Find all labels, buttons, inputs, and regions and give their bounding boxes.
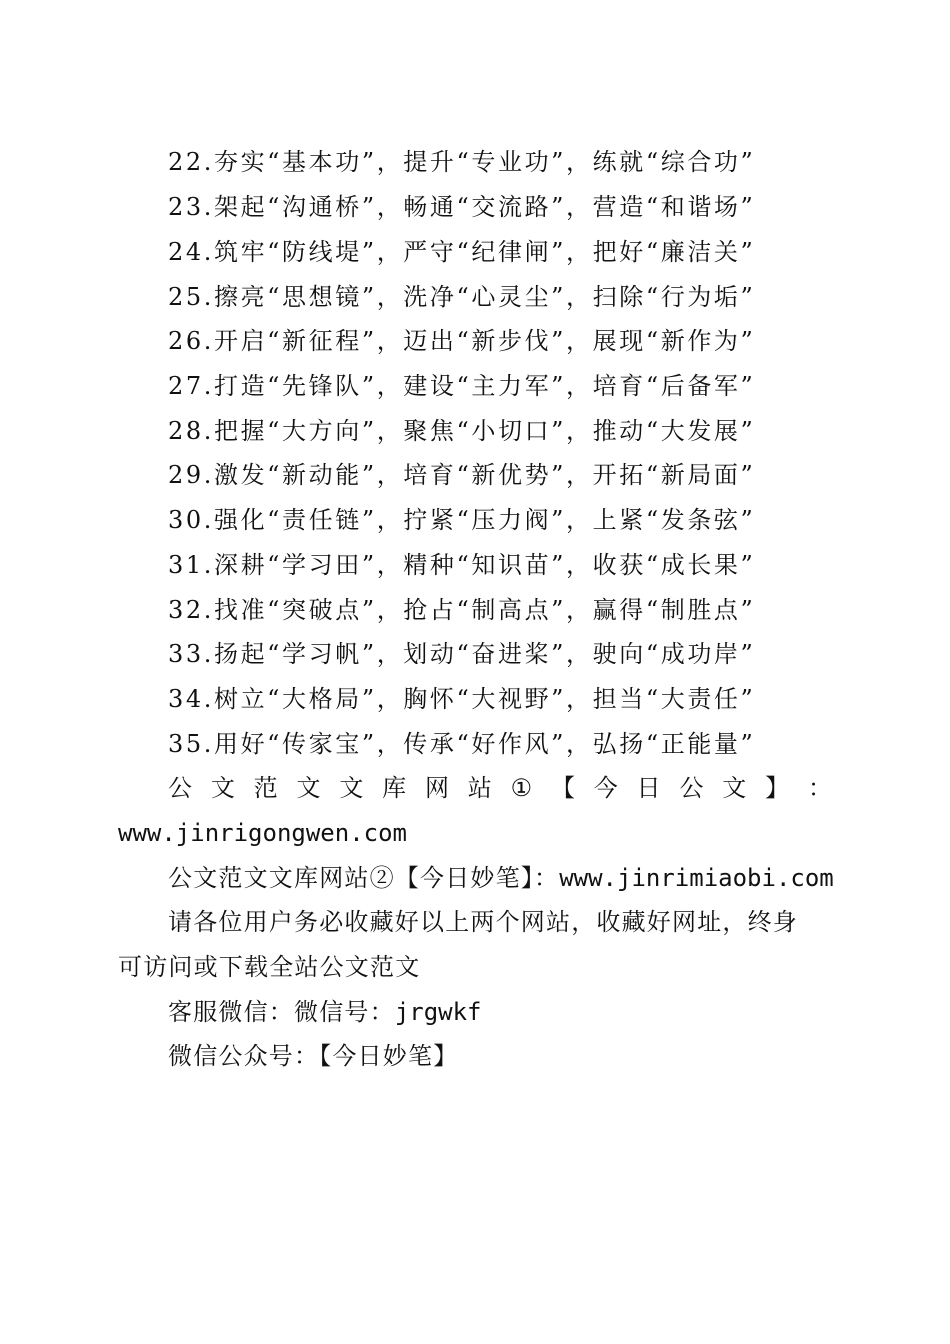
notice-text: 请各位用户务必收藏好以上两个网站，收藏好网址，终身	[168, 908, 798, 936]
list-item: 34.树立“大格局”，胸怀“大视野”，担当“大责任”	[168, 685, 756, 713]
site1-char: 文	[722, 774, 747, 802]
site1-char: 范	[253, 774, 278, 802]
list-item: 28.把握“大方向”，聚焦“小切口”，推动“大发展”	[168, 417, 756, 445]
site1-char: 站	[467, 774, 492, 802]
list-item: 24.筑牢“防线堤”，严守“纪律闸”，把好“廉洁关”	[168, 238, 756, 266]
site1-char: 】	[765, 774, 790, 802]
customer-service-label: 客服微信：微信号：	[168, 998, 395, 1026]
list-item: 27.打造“先锋队”，建设“主力军”，培育“后备军”	[168, 372, 756, 400]
customer-service-line	[168, 997, 482, 1027]
list-item: 30.强化“责任链”，拧紧“压力阀”，上紧“发条弦”	[168, 506, 756, 534]
list-item: 33.扬起“学习帆”，划动“奋进桨”，驶向“成功岸”	[168, 640, 756, 668]
list-item: 25.擦亮“思想镜”，洗净“心灵尘”，扫除“行为垢”	[168, 283, 756, 311]
site1-char: ：	[807, 774, 832, 802]
list-item: 35.用好“传家宝”，传承“好作风”，弘扬“正能量”	[168, 730, 756, 758]
site1-char: 公	[679, 774, 704, 802]
list-item: 31.深耕“学习田”，精种“知识苗”，收获“成长果”	[168, 551, 756, 579]
site2-url-link[interactable]: www.jinrimiaobi.com	[559, 864, 834, 892]
site1-char: 库	[382, 774, 407, 802]
list-item: 26.开启“新征程”，迈出“新步伐”，展现“新作为”	[168, 327, 756, 355]
site1-label	[168, 773, 832, 803]
site1-char: 文	[339, 774, 364, 802]
site1-char: ①	[510, 774, 533, 802]
site1-char: 日	[636, 774, 661, 802]
list-item: 32.找准“突破点”，抢占“制高点”，赢得“制胜点”	[168, 596, 756, 624]
site1-char: 【	[550, 774, 575, 802]
site1-char: 文	[296, 774, 321, 802]
site1-char: 网	[424, 774, 449, 802]
notice-text-continued: 可访问或下载全站公文范文	[118, 953, 421, 981]
official-account-line: 微信公众号：【今日妙笔】	[168, 1042, 459, 1070]
list-item: 29.激发“新动能”，培育“新优势”，开拓“新局面”	[168, 461, 756, 489]
list-item: 23.架起“沟通桥”，畅通“交流路”，营造“和谐场”	[168, 193, 756, 221]
site1-char: 文	[210, 774, 235, 802]
list-item: 22.夯实“基本功”，提升“专业功”，练就“综合功”	[168, 148, 756, 176]
wechat-id: jrgwkf	[394, 998, 482, 1026]
site2-label: 公文范文文库网站②【今日妙笔】：	[168, 864, 560, 892]
site2-line	[168, 863, 834, 893]
site1-url-link[interactable]: www.jinrigongwen.com	[118, 819, 407, 847]
site1-char: 今	[593, 774, 618, 802]
site1-char: 公	[168, 774, 192, 802]
